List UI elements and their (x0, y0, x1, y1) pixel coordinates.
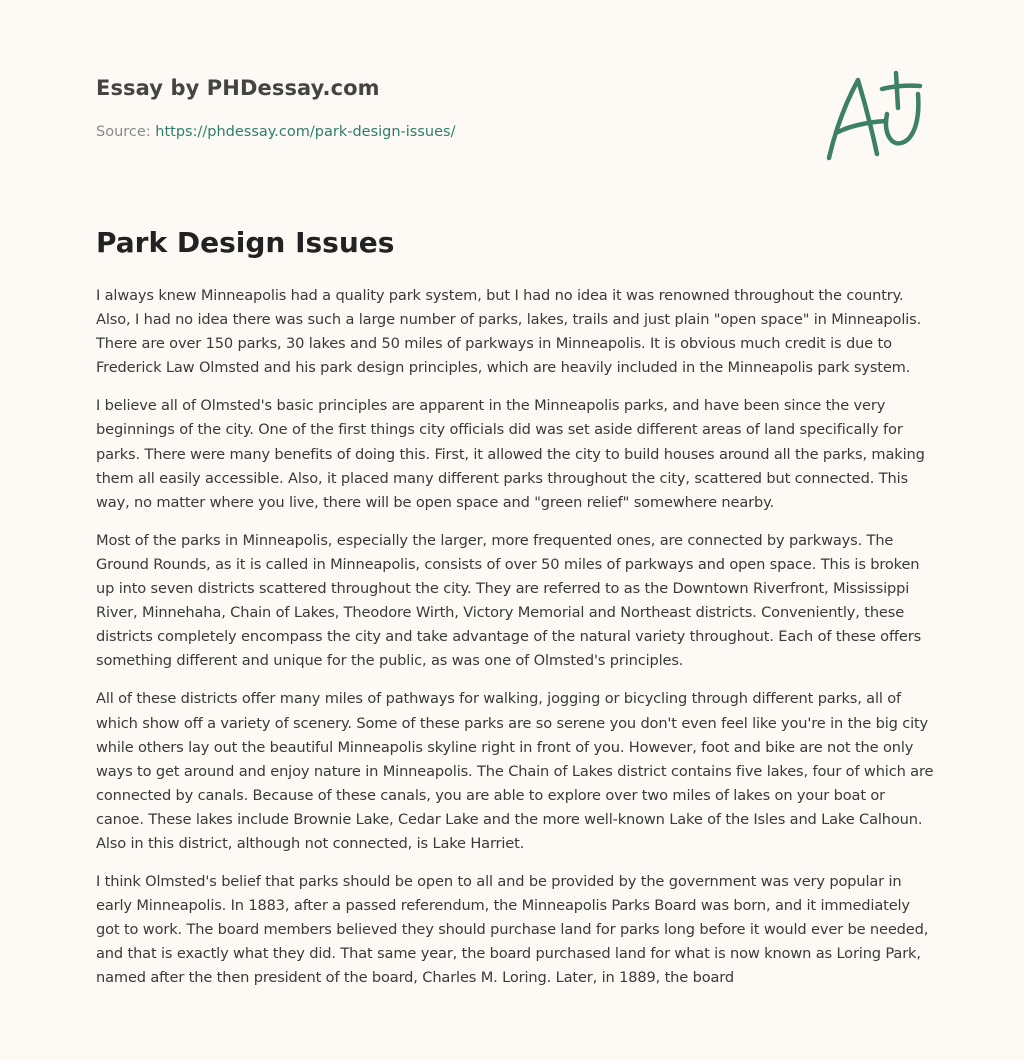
source-line (96, 124, 455, 140)
paragraph: I always knew Minneapolis had a quality park system, but I had no idea it was renowned throughout the country. Also, I had no idea there was such a large number of parks, lakes, trails and just plain "open space" in Minneapolis. There are over 150 parks, 30 lakes and 50 miles of parkways in Minneapolis. It is obvious much credit is due to Frederick Law Olmsted and his park design principles, which are heavily included in the Minneapolis park system. (96, 287, 922, 377)
a-plus-grade-icon (820, 68, 928, 164)
paragraph: All of these districts offer many miles of pathways for walking, jogging or bicycling through different parks, all of which show off a variety of scenery. Some of these parks are so serene you don't even feel like you're in the big city while others lay out the beautiful Minneapolis skyline right in front of you. However, foot and bike are not the only ways to get around and enjoy nature in Minneapolis. The Chain of Lakes district contains five lakes, four of which are connected by canals. Because of these canals, you are able to explore over two miles of lakes on your boat or canoe. These lakes include Brownie Lake, Cedar Lake and the more well-known Lake of the Isles and Lake Calhoun. Also in this district, although not connected, is Lake Harriet. (96, 690, 934, 852)
paragraph: Most of the parks in Minneapolis, especially the larger, more frequented ones, are connected by parkways. The Ground Rounds, as it is called in Minneapolis, consists of over 50 miles of parkways and open space. This is broken up into seven districts scattered throughout the city. They are referred to as the Downtown Riverfront, Mississippi River, Minnehaha, Chain of Lakes, Theodore Wirth, Victory Memorial and Northeast districts. Conveniently, these districts completely encompass the city and take advantage of the natural variety throughout. Each of these offers something different and unique for the public, as was one of Olmsted's principles. (96, 531, 922, 670)
paragraph: I believe all of Olmsted's basic principles are apparent in the Minneapolis parks, and have been since the very beginnings of the city. One of the first things city officials did was set aside different areas of land specifically for parks. There were many benefits of doing this. First, it allowed the city to build houses around all the parks, making them all easily accessible. Also, it placed many different parks throughout the city, scattered but connected. This way, no matter where you live, there will be open space and "green relief" somewhere nearby. (96, 397, 925, 511)
paragraph: I think Olmsted's belief that parks should be open to all and be provided by the government was very popular in early Minneapolis. In 1883, after a passed referendum, the Minneapolis Parks Board was born, and it immediately got to work. The board members believed they should purchase land for parks long before it would ever be needed, and that is exactly what they did. That same year, the board purchased land for what is now known as Loring Park, named after the then president of the board, Charles M. Loring. Later, in 1889, the board (96, 873, 929, 987)
source-label: Source: (96, 124, 156, 140)
source-link[interactable]: https://phdessay.com/park-design-issues/ (155, 124, 456, 140)
article-body (96, 284, 936, 1005)
article-title: Park Design Issues (96, 226, 395, 259)
site-brand: Essay by PHDessay.com (96, 76, 380, 100)
page-header (96, 76, 926, 176)
